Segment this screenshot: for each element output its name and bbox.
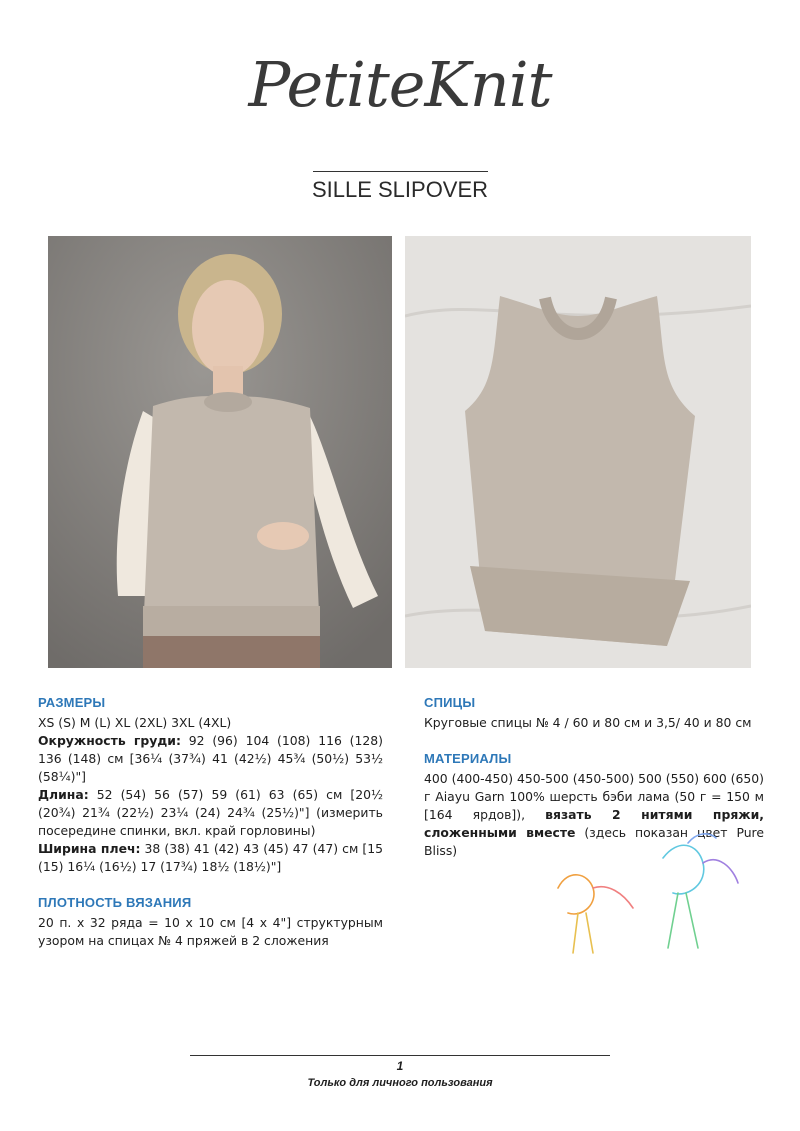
materials-text-part2: (здесь показан цвет Pure Bliss) — [424, 825, 764, 858]
personal-use-note: Только для личного пользования — [307, 1077, 493, 1089]
footer-divider — [190, 1055, 610, 1056]
chest-measurements — [38, 732, 383, 786]
brand-logo: PetiteKnit — [248, 48, 552, 121]
chest-value: 92 (96) 104 (108) 116 (128) 136 (148) см [36¼ (37¾) 41 (42½) 45¾ (50½) 53½ (58¼)"] — [38, 733, 383, 784]
shoulder-label: Ширина плеч: — [38, 841, 141, 856]
needles-heading: СПИЦЫ — [424, 695, 476, 710]
pattern-title: SILLE SLIPOVER — [311, 177, 489, 202]
shoulder-measurements — [38, 840, 383, 876]
left-column — [38, 694, 383, 950]
page-number: 1 — [396, 1059, 404, 1073]
sizes-heading: РАЗМЕРЫ — [38, 695, 106, 710]
needles-text: Круговые спицы № 4 / 60 и 80 см и 3,5/ 40 и 80 см — [424, 715, 752, 730]
length-measurements — [38, 786, 383, 840]
chest-label: Окружность груди: — [38, 733, 181, 748]
shoulder-value: 38 (38) 41 (42) 43 (45) 47 (47) см [15 (15) 16¼ (16½) 17 (17¾) 18½ (18½)"] — [38, 841, 384, 874]
length-label: Длина: — [38, 787, 89, 802]
herons-watercolor-icon — [538, 828, 743, 968]
materials-text-part1: 400 (400-450) 450-500 (450-500) 500 (550) 600 (650) г Aiayu Garn 100% шерсть бэби лама (50 г = 150 м [164 ярдов]), — [424, 771, 764, 822]
gauge-text: 20 п. x 32 ряда = 10 x 10 см [4 x 4"] структурным узором на спицах № 4 пряжей в 2 сложения — [38, 915, 383, 948]
title-divider — [313, 171, 488, 172]
sizes-list: XS (S) M (L) XL (2XL) 3XL (4XL) — [38, 715, 232, 730]
materials-heading: МАТЕРИАЛЫ — [424, 751, 512, 766]
gauge-heading: ПЛОТНОСТЬ ВЯЗАНИЯ — [38, 895, 192, 910]
length-value: 52 (54) 56 (57) 59 (61) 63 (65) см [20½ (20¾) 21¾ (22½) 23¼ (24) 24¾ (25½)"] (измерить посередине спинки, вкл. край горловины) — [38, 787, 383, 838]
model-photo — [48, 236, 392, 668]
flat-lay-photo — [405, 236, 751, 668]
materials-text-bold: вязать 2 нитями пряжи, сложенными вместе — [424, 807, 764, 840]
